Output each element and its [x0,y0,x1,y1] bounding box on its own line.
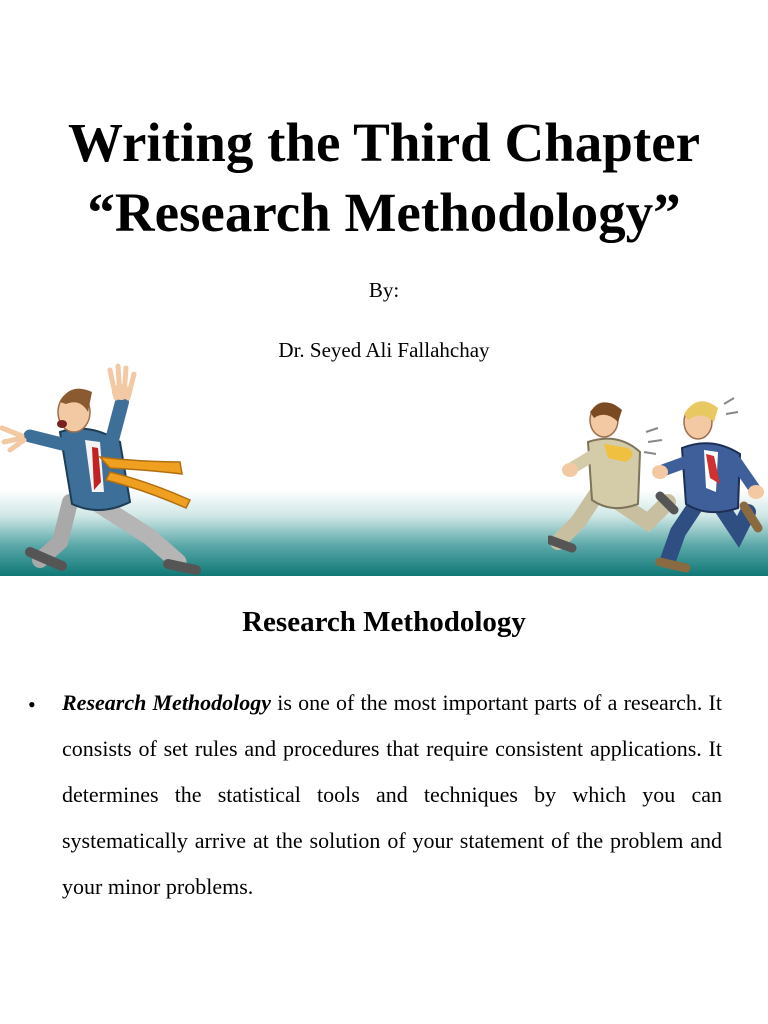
bullet-text: is one of the most important parts of a research. It consists of set rules and procedures that require consistent applications. It determines the statistical tools and techniques by which you can systematically arrive at the solution of your statement of the problem and your minor problems. [62,690,722,899]
section-heading: Research Methodology [242,606,526,638]
by-label: By: [368,278,400,302]
slide-title [0,108,768,248]
title-line-2: “Research Methodology” [87,182,681,243]
bullet-paragraph [62,680,722,910]
title-line-1: Writing the Third Chapter [67,112,701,173]
bullet-term: Research Methodology [62,690,272,715]
author-name: Dr. Seyed Ali Fallahchay [278,338,490,362]
bullet-marker: • [28,692,36,717]
businessman-shouting-illustration [0,352,210,576]
content-slide [0,576,768,1024]
businessmen-running-illustration [548,392,768,576]
